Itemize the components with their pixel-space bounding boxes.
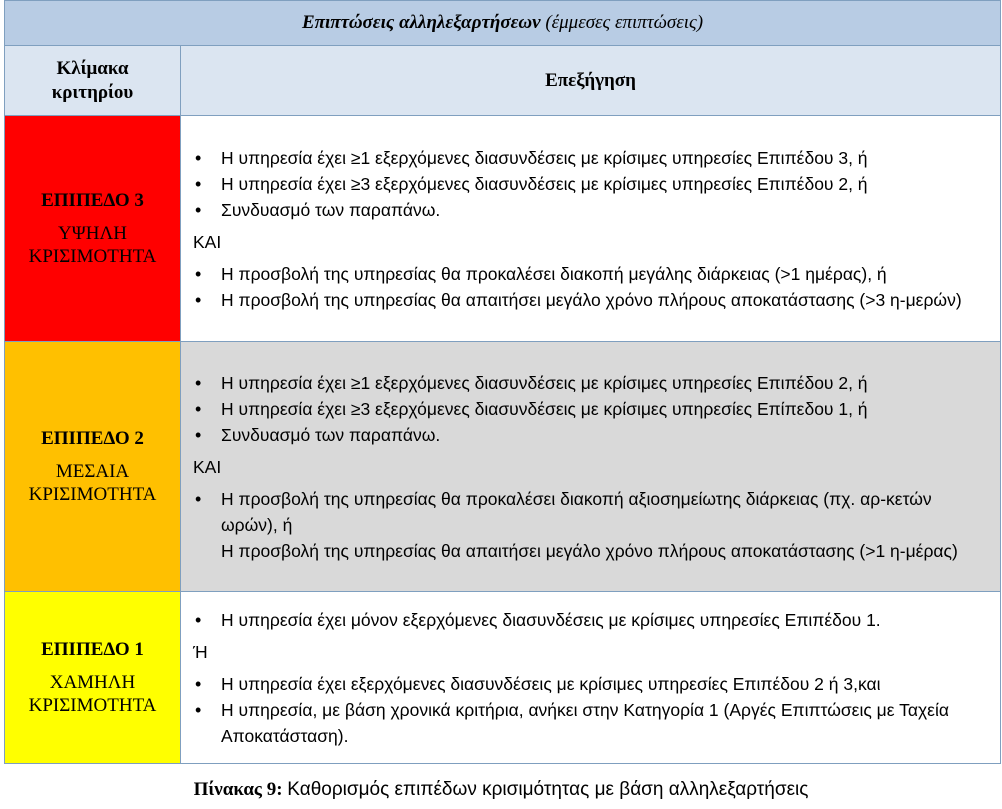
level-criticality-line2: ΚΡΙΣΙΜΟΤΗΤΑ <box>28 484 157 505</box>
list-item: • Συνδυασμό των παραπάνω. <box>191 422 990 448</box>
explanation-cell-1 <box>181 592 1001 764</box>
level-criticality-line2: ΚΡΙΣΙΜΟΤΗΤΑ <box>28 246 157 267</box>
condition-list <box>191 261 990 313</box>
column-header-scale-line1: Κλίμακα <box>56 57 129 79</box>
list-item-continuation: Η προσβολή της υπηρεσίας θα απαιτήσει μεγάλο χρόνο πλήρους αποκατάστασης (>1 η-μέρας) <box>221 540 958 561</box>
level-name: ΕΠΙΠΕΔΟ 3 <box>41 190 144 211</box>
list-item: • Η υπηρεσία έχει ≥1 εξερχόμενες διασυνδέσεις με κρίσιμες υπηρεσίες Επιπέδου 3, ή <box>191 145 990 171</box>
list-item: • Η υπηρεσία έχει εξερχόμενες διασυνδέσεις με κρίσιμες υπηρεσίες Επιπέδου 2 ή 3,και <box>191 671 990 697</box>
list-item: • Η υπηρεσία έχει ≥3 εξερχόμενες διασυνδέσεις με κρίσιμες υπηρεσίες Επίπεδου 1, ή <box>191 396 990 422</box>
level-criticality-line2: ΚΡΙΣΙΜΟΤΗΤΑ <box>28 695 157 716</box>
column-header-explanation: Επεξήγηση <box>181 46 1001 116</box>
list-item: • Η υπηρεσία, με βάση χρονικά κριτήρια, ανήκει στην Κατηγορία 1 (Αργές Επιπτώσεις με Ταχεία Αποκατάσταση). <box>191 697 990 749</box>
table-title <box>5 1 1001 46</box>
list-item: • Συνδυασμό των παραπάνω. <box>191 197 990 223</box>
logical-separator: ΚΑΙ <box>193 231 222 252</box>
column-header-row <box>5 46 1001 116</box>
column-header-scale-line2: κριτηρίου <box>51 81 134 103</box>
level-row-2 <box>5 342 1001 592</box>
list-item: • Η υπηρεσία έχει ≥1 εξερχόμενες διασυνδέσεις με κρίσιμες υπηρεσίες Επιπέδου 2, ή <box>191 370 990 396</box>
list-item: • Η υπηρεσία έχει μόνον εξερχόμενες διασυνδέσεις με κρίσιμες υπηρεσίες Επιπέδου 1. <box>191 607 990 633</box>
list-item-text: Η προσβολή της υπηρεσίας θα προκαλέσει διακοπή αξιοσημείωτης διάρκειας (πχ. αρ-κετών ωρών), ή <box>221 488 932 535</box>
condition-list <box>191 607 990 633</box>
logical-separator: ΚΑΙ <box>193 456 222 477</box>
level-name: ΕΠΙΠΕΔΟ 1 <box>41 639 144 660</box>
condition-list <box>191 370 990 448</box>
table-title-sub: (έμμεσες επιπτώσεις) <box>545 12 704 33</box>
explanation-cell-3 <box>181 116 1001 342</box>
table-caption <box>0 777 1002 803</box>
level-criticality-line1: ΧΑΜΗΛΗ <box>49 672 136 693</box>
level-row-3 <box>5 116 1001 342</box>
level-criticality-line1: ΥΨΗΛΗ <box>58 223 127 244</box>
level-criticality-line1: ΜΕΣΑΙΑ <box>55 461 130 482</box>
condition-list <box>191 671 990 749</box>
list-item: • Η υπηρεσία έχει ≥3 εξερχόμενες διασυνδέσεις με κρίσιμες υπηρεσίες Επιπέδου 2, ή <box>191 171 990 197</box>
column-header-scale <box>5 46 181 116</box>
caption-label: Πίνακας 9: <box>193 779 283 800</box>
list-item: • Η προσβολή της υπηρεσίας θα προκαλέσει διακοπή μεγάλης διάρκειας (>1 ημέρας), ή <box>191 261 990 287</box>
level-name: ΕΠΙΠΕΔΟ 2 <box>41 428 144 449</box>
level-cell-1 <box>5 592 181 764</box>
interdependency-table <box>4 0 1001 764</box>
explanation-cell-2 <box>181 342 1001 592</box>
table-title-main: Επιπτώσεις αλληλεξαρτήσεων <box>301 12 541 33</box>
condition-list <box>191 145 990 223</box>
level-cell-3 <box>5 116 181 342</box>
table-title-row <box>5 1 1001 46</box>
list-item: • Η προσβολή της υπηρεσίας θα απαιτήσει μεγάλο χρόνο πλήρους αποκατάστασης (>3 η-μερών) <box>191 287 990 313</box>
level-cell-2 <box>5 342 181 592</box>
logical-separator: Ή <box>193 641 208 662</box>
list-item <box>191 486 990 564</box>
level-row-1 <box>5 592 1001 764</box>
condition-list <box>191 486 990 564</box>
caption-text: Καθορισμός επιπέδων κρισιμότητας με βάση αλληλεξαρτήσεις <box>287 779 809 800</box>
